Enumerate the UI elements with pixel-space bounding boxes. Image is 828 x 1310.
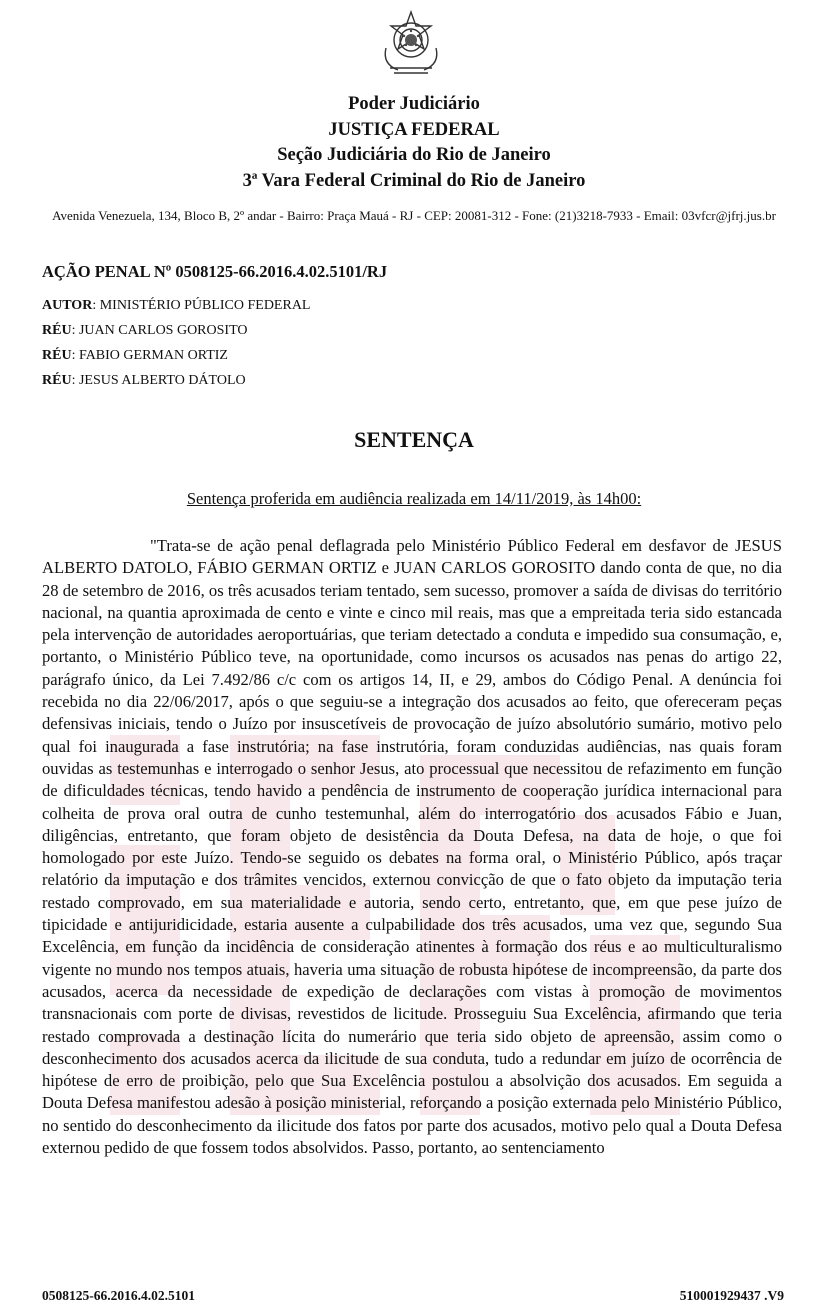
hearing-subtitle: Sentença proferida em audiência realizada em 14/11/2019, às 14h00: xyxy=(186,489,642,508)
court-address: Avenida Venezuela, 134, Bloco B, 2º andar - Bairro: Praça Mauá - RJ - CEP: 20081-312 - Fone: (21)3218-7933 - Email: 03vfcr@jfrj.jus.br xyxy=(52,208,776,223)
page-footer xyxy=(42,1288,784,1304)
header-line-3: Seção Judiciária do Rio de Janeiro xyxy=(277,145,551,165)
party-defendant xyxy=(42,371,310,396)
header-line-2: JUSTIÇA FEDERAL xyxy=(328,119,500,140)
party-role: AUTOR xyxy=(42,298,93,313)
party-defendant xyxy=(42,321,310,346)
party-name: : JUAN CARLOS GOROSITO xyxy=(71,323,248,338)
party-author xyxy=(42,296,310,321)
header-line-4: 3ª Vara Federal Criminal do Rio de Janeiro xyxy=(242,170,586,191)
party-role: RÉU xyxy=(42,323,72,338)
party-role: RÉU xyxy=(42,373,72,388)
court-header xyxy=(0,92,828,194)
party-name: : FABIO GERMAN ORTIZ xyxy=(71,348,228,363)
case-number: AÇÃO PENAL Nº 0508125-66.2016.4.02.5101/RJ xyxy=(42,262,388,281)
header-line-1: Poder Judiciário xyxy=(348,94,480,114)
parties-list xyxy=(42,296,310,396)
party-defendant xyxy=(42,346,310,371)
coat-of-arms-emblem xyxy=(378,8,444,78)
footer-process-number: 0508125-66.2016.4.02.5101 xyxy=(42,1288,195,1303)
party-name: : MINISTÉRIO PÚBLICO FEDERAL xyxy=(92,298,311,313)
document-title: SENTENÇA xyxy=(354,427,474,452)
party-role: RÉU xyxy=(42,348,72,363)
party-name: : JESUS ALBERTO DÁTOLO xyxy=(71,373,246,388)
footer-document-code: 510001929437 .V9 xyxy=(679,1288,784,1303)
sentence-body: "Trata-se de ação penal deflagrada pelo Ministério Público Federal em desfavor de JESUS ALBERTO DATOLO, FÁBIO GERMAN ORTIZ e JUAN CARLOS GOROSITO dando conta de que, no dia 28 de setembro de 2016, os três acusados teriam tentado, sem sucesso, promover a saída de divisas do território nacional, na quantia aproximada de cento e vinte e cinco mil reais, mas que a empreitada teria sido estancada pela intervenção de autoridades aeroportuárias, que teriam detectado a conduta e impedido sua consumação, e, portanto, o Ministério Público teve, na oportunidade, como incursos os acusados nas penas do artigo 22, parágrafo único, da Lei 7.492/86 c/c com os artigos 14, II, e 29, ambos do Código Penal. A denúncia foi recebida no dia 22/06/2017, após o que seguiu-se a integração dos acusados ao feito, que ofereceram peças defensivas iniciais, tendo o Juízo por insuscetíveis de provocação de juízo absolutório sumário, motivo pelo qual foi inaugurada a fase instrutória; na fase instrutória, foram conduzidas audiências, nas quais foram ouvidas as testemunhas e interrogado o senhor Jesus, ato processual que necessitou de refazimento em função de dificuldades técnicas, tendo havido a pendência de instrumento de cooperação jurídica internacional para colheita de prova oral outra de cunho testemunhal, além do interrogatório dos acusados Fábio e Juan, diligências, entretanto, que foram objeto de desistência da Douta Defesa, na data de hoje, o que foi homologado por este Juízo. Tendo-se seguido os debates na forma oral, o Ministério Público, após traçar relatório da imputação e dos trâmites vencidos, externou convicção de que o fato objeto da imputação teria restado comprovado, em sua materialidade e autoria, sendo certo, entretanto, que, em que pese juízo de tipicidade e antijuridicidade, estaria ausente a culpabilidade dos três acusados, uma vez que, segundo Sua Excelência, em função da incidência de consideração atinentes à formação dos réus e ao multiculturalismo vigente no mundo nos tempos atuais, haveria uma situação de robusta hipótese de incompreensão, da parte dos acusados, acerca da necessidade de expedição de declarações com vistas à promoção de movimentos transnacionais com porte de divisas, revestidos de licitude. Prosseguiu Sua Excelência, afirmando que teria restado comprovada a destinação lícita do numerário que teria sido objeto de apreensão, assim como o desconhecimento dos acusados acerca da ilicitude de sua conduta, tudo a redundar em juízo de ocorrência de hipótese de erro de proibição, pelo que Sua Excelência postulou a absolvição dos acusados. Em seguida a Douta Defesa manifestou adesão à posição ministerial, reforçando a posição externada pelo Ministério Público, no sentido do desconhecimento da ilicitude dos fatos por parte dos acusados, motivo pelo qual a Douta Defesa externou pedido de que fossem todos absolvidos. Passo, portanto, ao sentenciamento xyxy=(42,536,782,1158)
